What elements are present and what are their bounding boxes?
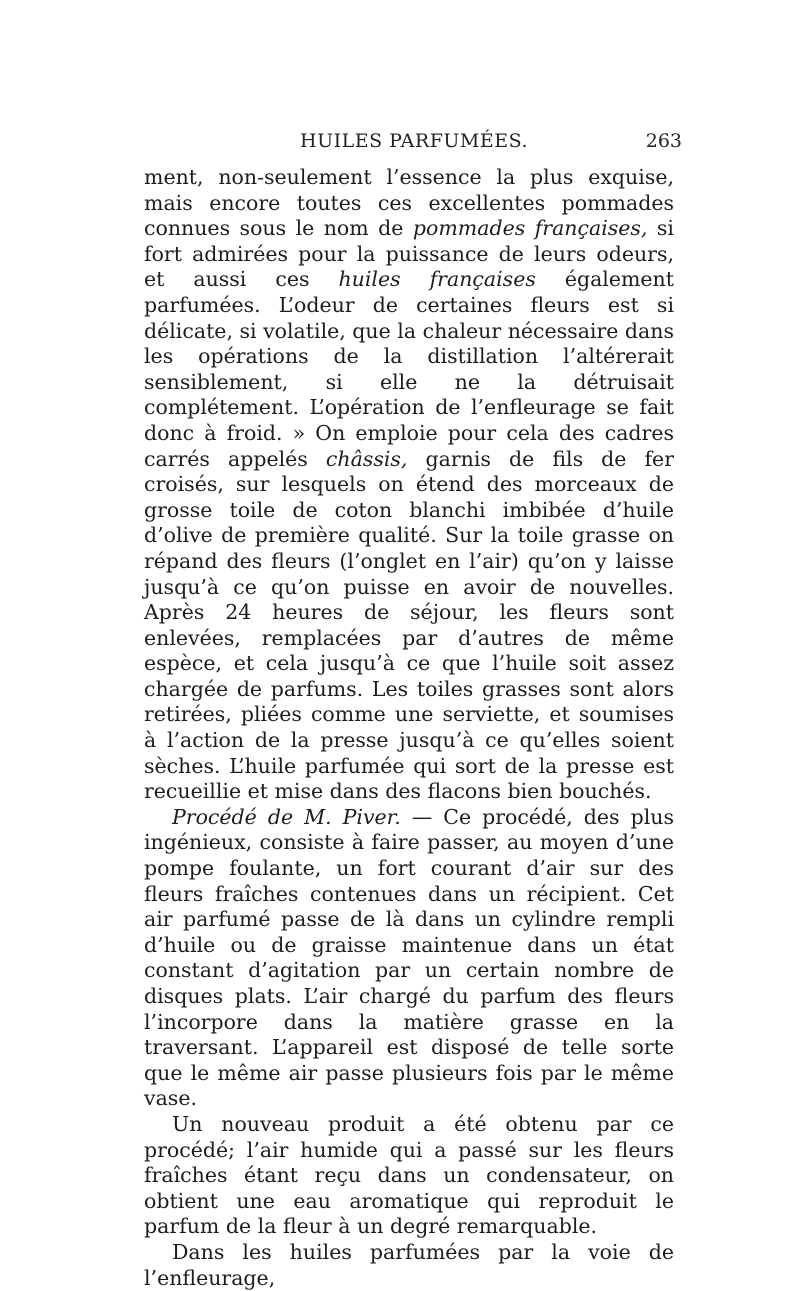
italic-text: pommades françaises, [412, 216, 648, 241]
text-run: Un nouveau produit a été obtenu par ce procédé; l’air humide qui a passé sur les fleurs fraîches étant reçu dans un condensateur, on obtient une eau aromatique qui reproduit le parfum de la fleur à un degré remarquable. [144, 1111, 674, 1239]
section-heading-inline: Procédé de M. Piver. [172, 804, 401, 829]
paragraph [144, 805, 674, 1112]
text-run: garnis de fils de fer croisés, sur lesquels on étend des morceaux de grosse toile de coton blanchi imbibée d’huile d’olive de première qualité. Sur la toile grasse on répand des fleurs (l’onglet en l’air) qu’on y laisse jusqu’à ce qu’on puisse en avoir de nouvelles. Après 24 heures de séjour, les fleurs sont enlevées, remplacées par d’autres de même espèce, et cela jusqu’à ce que l’huile soit assez chargée de parfums. Les toiles grasses sont alors retirées, pliées comme une serviette, et soumises à l’action de la presse jusqu’à ce qu’elles soient sèches. L’huile parfumée qui sort de la presse est recueillie et mise dans des flacons bien bouchés. [144, 446, 674, 804]
text-run: Dans les huiles parfumées par la voie de l’enfleurage, [144, 1239, 674, 1290]
text-run: si fort admirées pour la puissance de leurs odeurs, et aussi ces [144, 216, 674, 292]
body-text [144, 165, 674, 1291]
text-run: ment, non-seulement l’essence la plus exquise, mais encore toutes ces excellentes pommades connues sous le nom de [144, 165, 674, 241]
text-run: — Ce procédé, des plus ingénieux, consiste à faire passer, au moyen d’une pompe foulante, un fort courant d’air sur des fleurs fraîches contenues dans un récipient. Cet air parfumé passe de là dans un cylindre rempli d’huile ou de graisse maintenue dans un état constant d’agitation par un certain nombre de disques plats. L’air chargé du parfum des fleurs l’incorpore dans la matière grasse en la traversant. L’appareil est disposé de telle sorte que le même air passe plusieurs fois par le même vase. [144, 804, 674, 1111]
page-number: 263 [645, 130, 682, 152]
running-title: HUILES PARFUMÉES. [300, 130, 528, 152]
paragraph [144, 1112, 674, 1240]
running-header [144, 130, 684, 158]
italic-text: châssis, [325, 446, 408, 471]
text-run: également parfumées. L’odeur de certaines fleurs est si délicate, si volatile, que la chaleur nécessaire dans les opérations de la distillation l’altérerait sensiblement, si elle ne la détruisait complétement. L’opération de l’enfleurage se fait donc à froid. » On emploie pour cela des cadres carrés appelés [144, 267, 674, 471]
paragraph [144, 1240, 674, 1291]
paragraph [144, 165, 674, 805]
italic-text: huiles françaises [338, 267, 536, 292]
